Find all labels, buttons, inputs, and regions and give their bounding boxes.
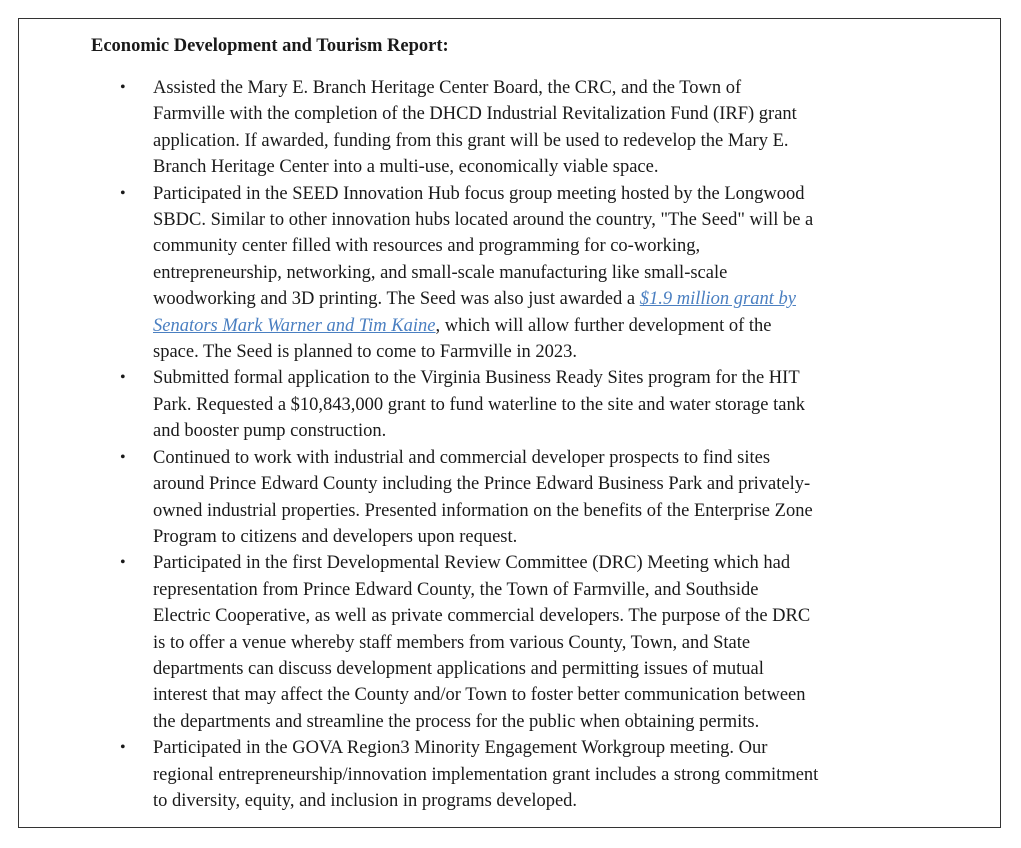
- text-line: to diversity, equity, and inclusion in programs developed.: [153, 790, 578, 811]
- text-line: [153, 286, 923, 312]
- text-line: Electric Cooperative, as well as private commercial developers. The purpose of the DRC: [153, 606, 811, 627]
- text-line: Participated in the first Developmental Review Committee (DRC) Meeting which had: [153, 553, 791, 574]
- text-line: Branch Heritage Center into a multi-use, economically viable space.: [153, 157, 659, 178]
- text-line: Program to citizens and developers upon request.: [153, 526, 518, 547]
- text-line: representation from Prince Edward County, the Town of Farmville, and Southside: [153, 579, 759, 600]
- text-line: entrepreneurship, networking, and small-scale manufacturing like small-scale: [153, 262, 728, 283]
- text-line: application. If awarded, funding from this grant will be used to redevelop the Mary E.: [153, 130, 789, 151]
- text-line: SBDC. Similar to other innovation hubs located around the country, "The Seed" will be a: [153, 210, 814, 231]
- text-line: departments can discuss development applications and permitting issues of mutual: [153, 658, 764, 679]
- text-line: [153, 313, 923, 339]
- bullet-icon: •: [120, 448, 126, 466]
- bullet-icon: •: [120, 79, 126, 96]
- text-line: is to offer a venue whereby staff members from various County, Town, and State: [153, 632, 751, 653]
- text-line: Farmville with the completion of the DHCD Industrial Revitalization Fund (IRF) grant: [153, 104, 797, 125]
- text-line: interest that may affect the County and/or Town to foster better communication between: [153, 685, 806, 706]
- text-line: community center filled with resources and programming for co-working,: [153, 236, 701, 257]
- text-line: Participated in the GOVA Region3 Minority Engagement Workgroup meeting. Our: [153, 738, 768, 759]
- text-segment: woodworking and 3D printing. The Seed was also just awarded a: [153, 289, 640, 310]
- text-line: Continued to work with industrial and commercial developer prospects to find sites: [153, 447, 771, 468]
- report-bullet-list: [120, 75, 923, 814]
- list-item: [120, 550, 923, 735]
- text-line: Submitted formal application to the Virginia Business Ready Sites program for the HIT: [153, 368, 800, 389]
- text-line: the departments and streamline the process for the public when obtaining permits.: [153, 711, 760, 732]
- text-line: space. The Seed is planned to come to Farmville in 2023.: [153, 342, 578, 363]
- text-line: Park. Requested a $10,843,000 grant to fund waterline to the site and water storage tank: [153, 394, 805, 415]
- list-item: [120, 445, 923, 551]
- text-line: Participated in the SEED Innovation Hub focus group meeting hosted by the Longwood: [153, 183, 805, 204]
- grant-link-part-2[interactable]: Senators Mark Warner and Tim Kaine: [153, 315, 436, 336]
- bullet-icon: •: [120, 554, 126, 572]
- list-item: [120, 75, 923, 181]
- bullet-icon: •: [120, 369, 126, 387]
- report-frame: [18, 18, 1001, 828]
- list-item: [120, 735, 923, 814]
- report-title: Economic Development and Tourism Report:: [91, 36, 449, 56]
- text-line: around Prince Edward County including the Prince Edward Business Park and privately-: [153, 474, 811, 495]
- list-item: [120, 365, 923, 444]
- bullet-icon: •: [120, 739, 126, 757]
- text-line: regional entrepreneurship/innovation implementation grant includes a strong commitment: [153, 764, 819, 785]
- text-line: Assisted the Mary E. Branch Heritage Center Board, the CRC, and the Town of: [153, 78, 742, 98]
- text-line: owned industrial properties. Presented information on the benefits of the Enterprise Zone: [153, 500, 813, 521]
- text-segment: , which will allow further development of the: [435, 315, 772, 336]
- grant-link-part-1[interactable]: $1.9 million grant by: [639, 289, 796, 310]
- bullet-icon: •: [120, 184, 126, 202]
- text-line: and booster pump construction.: [153, 421, 387, 442]
- list-item: [120, 181, 923, 366]
